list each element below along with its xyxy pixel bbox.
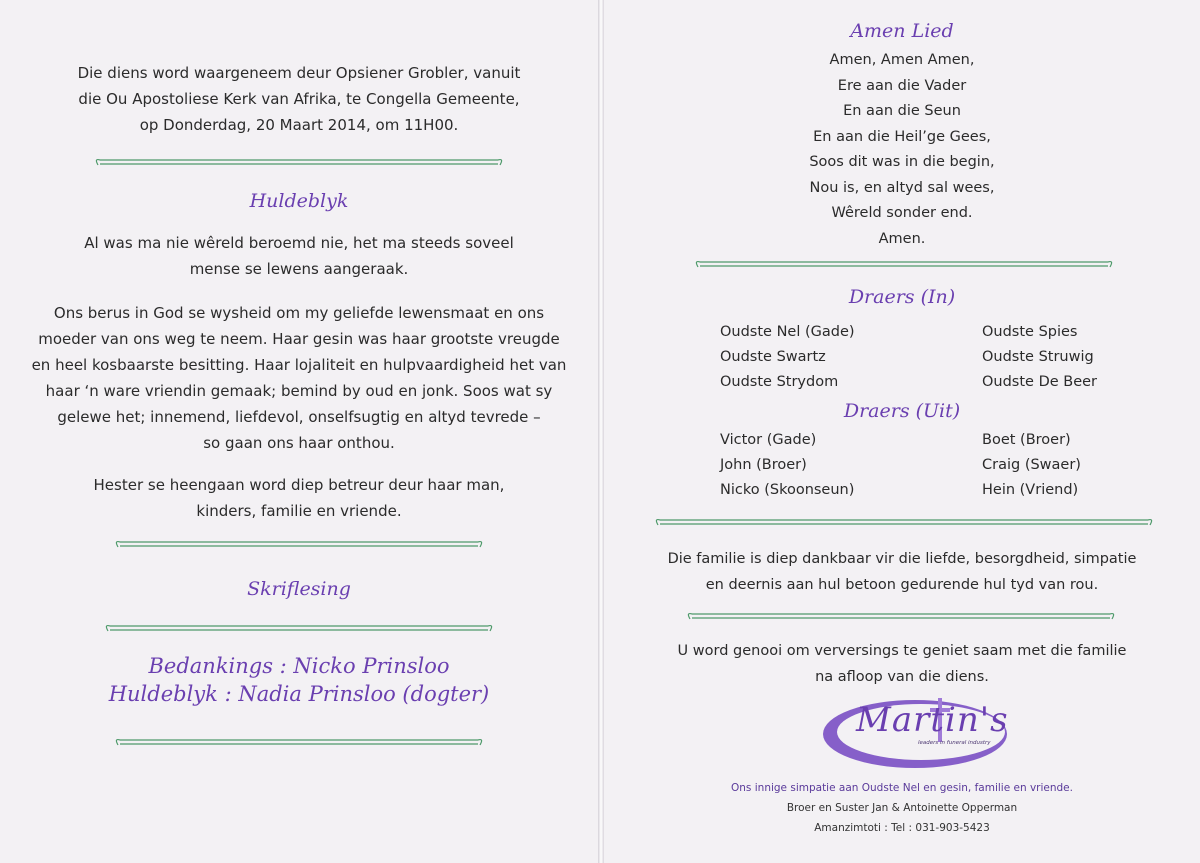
text-line: kinders, familie en vriende. [196, 502, 402, 520]
martins-logo [820, 694, 1010, 770]
text-line: Die familie is diep dankbaar vir die liefde, besorgdheid, simpatie [667, 551, 1137, 567]
huldeblyk-heading: Huldeblyk [249, 190, 349, 212]
left-page [0, 0, 598, 863]
bearer-name: John (Broer) [720, 457, 807, 473]
logo-tagline: leaders in funeral industry [918, 740, 991, 746]
bearer-name: Victor (Gade) [720, 432, 817, 448]
divider-ornament [104, 622, 494, 634]
text-line: haar ‘n ware vriendin gemaak; bemind by oud en jonk. Soos wat sy [45, 382, 553, 400]
amen-heading: Amen Lied [850, 20, 954, 42]
lyric-line: En aan die Seun [843, 103, 961, 119]
divider-ornament [94, 156, 504, 168]
draers-uit-heading: Draers (Uit) [843, 400, 961, 422]
bearer-name: Oudste Swartz [720, 349, 826, 365]
text-line: Ons berus in God se wysheid om my geliefde lewensmaat en ons [53, 304, 545, 322]
sender-line: Broer en Suster Jan & Antoinette Opperman [786, 802, 1018, 814]
refreshments-invite [604, 638, 1200, 690]
tribute-paragraph-2 [0, 300, 598, 456]
bearer-name: Oudste Nel (Gade) [720, 324, 855, 340]
lyric-line: Amen, Amen Amen, [829, 52, 975, 68]
bearer-name: Oudste Strydom [720, 374, 839, 390]
divider-ornament [114, 538, 484, 550]
text-line: na afloop van die diens. [815, 669, 989, 685]
bearer-name: Oudste De Beer [982, 374, 1098, 390]
draers-in-right-list [982, 320, 1097, 395]
logo-wordmark: Martin's [856, 700, 1009, 740]
bearer-name: Boet (Broer) [982, 432, 1071, 448]
divider-ornament [694, 258, 1114, 270]
intro-line: op Donderdag, 20 Maart 2014, om 11H00. [139, 116, 459, 134]
bearer-name: Nicko (Skoonseun) [720, 482, 855, 498]
tribute-paragraph-1 [0, 230, 598, 282]
intro-line: Die diens word waargeneem deur Opsiener Grobler, vanuit [77, 64, 521, 82]
bearer-name: Oudste Spies [982, 324, 1078, 340]
text-line: en heel kosbaarste besitting. Haar lojaliteit en hulpvaardigheid het van [31, 356, 567, 374]
text-line: mense se lewens aangeraak. [189, 260, 409, 278]
amen-lyrics [604, 48, 1200, 252]
divider-ornament [654, 516, 1154, 528]
service-intro [0, 60, 598, 138]
intro-line: die Ou Apostoliese Kerk van Afrika, te Congella Gemeente, [78, 90, 520, 108]
bearer-name: Oudste Struwig [982, 349, 1094, 365]
text-line: Al was ma nie wêreld beroemd nie, het ma steeds soveel [84, 234, 514, 252]
text-line: gelewe het; innemend, liefdevol, onselfsugtig en altyd tevrede – [57, 408, 541, 426]
thanks-message [604, 546, 1200, 598]
text-line: Hester se heengaan word diep betreur deur haar man, [93, 476, 505, 494]
skriflesing-heading: Skriflesing [247, 578, 351, 600]
right-page [604, 0, 1200, 863]
draers-uit-right-list [982, 428, 1081, 503]
contact-line: Amanzimtoti : Tel : 031-903-5423 [814, 822, 990, 834]
condolence-line: Ons innige simpatie aan Oudste Nel en gesin, familie en vriende. [731, 782, 1073, 794]
bedankings-credit: Bedankings : Nicko Prinsloo [148, 654, 450, 678]
text-line: moeder van ons weg te neem. Haar gesin was haar grootste vreugde [38, 330, 560, 348]
lyric-line: Soos dit was in die begin, [809, 154, 995, 170]
lyric-line: En aan die Heil’ge Gees, [813, 128, 991, 145]
text-line: U word genooi om verversings te geniet saam met die familie [677, 643, 1127, 659]
lyric-line: Nou is, en altyd sal wees, [809, 179, 995, 196]
tribute-paragraph-3 [0, 472, 598, 524]
draers-in-heading: Draers (In) [848, 286, 956, 308]
draers-uit-left-list [720, 428, 854, 503]
bearer-name: Hein (Vriend) [982, 482, 1079, 498]
divider-ornament [686, 610, 1116, 622]
draers-in-left-list [720, 320, 855, 395]
bearer-name: Craig (Swaer) [982, 457, 1081, 473]
lyric-line: Ere aan die Vader [837, 77, 967, 94]
divider-ornament [114, 736, 484, 748]
text-line: en deernis aan hul betoon gedurende hul tyd van rou. [705, 577, 1099, 593]
lyric-line: Wêreld sonder end. [831, 205, 973, 221]
text-line: so gaan ons haar onthou. [203, 434, 395, 452]
lyric-line: Amen. [878, 230, 926, 247]
huldeblyk-credit: Huldeblyk : Nadia Prinsloo (dogter) [108, 682, 490, 706]
